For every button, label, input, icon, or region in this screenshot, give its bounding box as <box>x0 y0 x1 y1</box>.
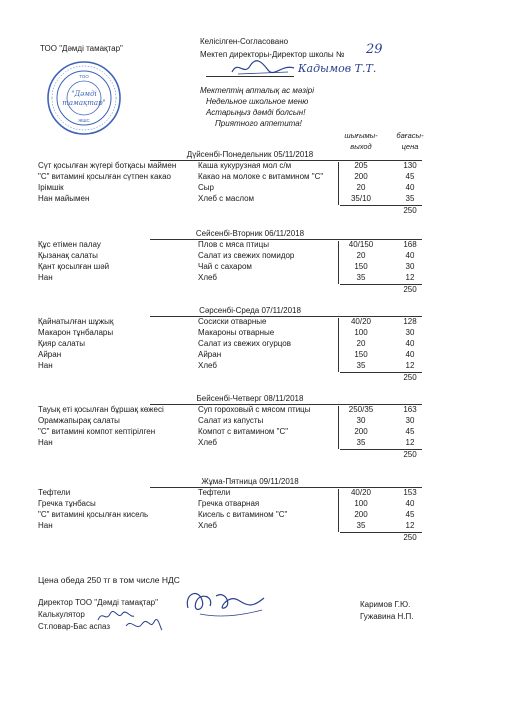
stamp-top-text: ТОО <box>79 74 89 79</box>
day-title: Дүйсенбі-Понедельник 05/11/2018 <box>186 150 314 159</box>
dish-price: 30 <box>405 328 415 337</box>
dish-name-kz: Қант қосылған шәй <box>38 262 110 271</box>
dish-price: 12 <box>405 438 415 447</box>
dish-output: 150 <box>354 262 368 271</box>
dish-name-kz: Нан <box>38 273 53 282</box>
dish-output: 100 <box>354 328 368 337</box>
dish-price: 45 <box>405 510 415 519</box>
dish-price: 153 <box>403 488 417 497</box>
dish-price: 12 <box>405 273 415 282</box>
dish-name-ru: Хлеб <box>198 521 217 530</box>
dish-output: 35 <box>356 438 366 447</box>
dish-price: 40 <box>405 339 415 348</box>
calculator-name: Гужавина Н.П. <box>360 612 414 621</box>
dish-price: 30 <box>405 262 415 271</box>
company-name: ТОО "Дәмді тамақтар" <box>40 44 123 53</box>
dish-output: 40/20 <box>350 488 372 497</box>
dish-name-ru: Сосиски отварные <box>198 317 267 326</box>
day-total: 250 <box>403 285 417 294</box>
dish-name-kz: Орамжапырақ салаты <box>38 416 120 425</box>
price-header-line1: бағасы- <box>396 131 424 140</box>
day-title: Бейсенбі-Четверг 08/11/2018 <box>196 394 304 403</box>
director-footer-label: Директор ТОО "Дәмді тамақтар" <box>38 598 158 607</box>
dish-name-ru: Салат из капусты <box>198 416 264 425</box>
signature-name: Кадымов Т.Т. <box>298 62 377 75</box>
dish-output: 100 <box>354 499 368 508</box>
day-total: 250 <box>403 450 417 459</box>
dish-name-ru: Хлеб <box>198 361 217 370</box>
agreed-label: Келісілген-Согласовано <box>200 37 289 46</box>
dish-price: 168 <box>403 240 417 249</box>
day-total: 250 <box>403 206 417 215</box>
column-divider <box>338 489 339 532</box>
dish-output: 250/35 <box>348 405 374 414</box>
dish-price: 30 <box>405 416 415 425</box>
dish-price: 45 <box>405 172 415 181</box>
dish-name-kz: "С" витамині қосылған кисель <box>38 510 149 519</box>
director-signature-icon <box>228 58 298 78</box>
intro-line3: Астарыңыз дәмді болсын! <box>206 108 306 117</box>
dish-name-kz: Құс етімен палау <box>38 240 101 249</box>
company-director-signature-icon <box>180 586 270 622</box>
dish-name-ru: Кисель с витамином "С" <box>198 510 288 519</box>
dish-price: 40 <box>405 183 415 192</box>
dish-output: 30 <box>356 416 366 425</box>
column-divider <box>338 162 339 205</box>
dish-name-ru: Салат из свежих помидор <box>198 251 295 260</box>
dish-output: 40/20 <box>350 317 372 326</box>
dish-name-kz: Ірімшік <box>38 183 64 192</box>
stamp-center-line1: "Дәмді <box>71 90 97 98</box>
dish-name-kz: Нан <box>38 361 53 370</box>
dish-name-kz: Қияр салаты <box>38 339 85 348</box>
intro-line2: Недельное школьное меню <box>206 97 309 106</box>
dish-price: 45 <box>405 427 415 436</box>
dish-output: 200 <box>354 510 368 519</box>
dish-name-ru: Сыр <box>198 183 214 192</box>
output-header-line1: шығымы- <box>344 131 378 140</box>
day-total: 250 <box>403 533 417 542</box>
price-header-line2: цена <box>401 142 419 151</box>
dish-name-ru: Айран <box>198 350 222 359</box>
dish-output: 35 <box>356 273 366 282</box>
dish-name-ru: Компот с витамином "С" <box>198 427 289 436</box>
cook-signature-icon <box>124 616 164 634</box>
dish-name-ru: Плов с мяса птицы <box>198 240 269 249</box>
dish-price: 12 <box>405 361 415 370</box>
intro-line4: Приятного аппетита! <box>215 119 302 128</box>
dish-name-ru: Хлеб с маслом <box>198 194 255 203</box>
dish-name-kz: Нан майымен <box>38 194 90 203</box>
dish-output: 20 <box>356 183 366 192</box>
company-stamp-icon <box>46 60 122 136</box>
day-title: Жұма-Пятница 09/11/2018 <box>201 477 299 486</box>
dish-output: 20 <box>356 339 366 348</box>
intro-line1: Мектептің апталық ас мәзірі <box>200 86 314 95</box>
cook-label: Ст.повар-Бас аспаз <box>38 622 111 631</box>
dish-name-kz: Нан <box>38 521 53 530</box>
stamp-bottom-text: ЖШС <box>78 118 90 123</box>
dish-price: 12 <box>405 521 415 530</box>
day-title: Сейсенбі-Вторник 06/11/2018 <box>195 229 305 238</box>
dish-name-kz: Қызанақ салаты <box>38 251 98 260</box>
dish-name-kz: Гречка тұнбасы <box>38 499 96 508</box>
school-number: 29 <box>366 42 383 57</box>
calculator-label: Калькулятор <box>38 610 85 619</box>
dish-output: 205 <box>354 161 368 170</box>
director-label: Мектеп директоры-Директор школы № <box>200 50 345 59</box>
dish-price: 40 <box>405 251 415 260</box>
dish-name-kz: Сүт қосылған жүгері ботқасы маймен <box>38 161 177 170</box>
dish-name-ru: Каша кукурузная мол с/м <box>198 161 292 170</box>
dish-output: 200 <box>354 172 368 181</box>
dish-output: 40/150 <box>348 240 374 249</box>
dish-price: 163 <box>403 405 417 414</box>
dish-price: 130 <box>403 161 417 170</box>
dish-name-ru: Хлеб <box>198 438 217 447</box>
output-header-line2: выход <box>350 142 372 151</box>
day-title: Сәрсенбі-Среда 07/11/2018 <box>199 306 301 315</box>
dish-name-kz: Айран <box>38 350 62 359</box>
dish-name-kz: "С" витамині компот кептірілген <box>38 427 156 436</box>
column-divider <box>338 318 339 372</box>
dish-name-ru: Какао на молоке с витамином "С" <box>198 172 324 181</box>
day-total: 250 <box>403 373 417 382</box>
dish-name-kz: Макарон тұнбалары <box>38 328 114 337</box>
dish-price: 40 <box>405 350 415 359</box>
dish-output: 200 <box>354 427 368 436</box>
dish-name-kz: Тауық еті қосылған бұршақ көжесі <box>38 405 164 414</box>
dish-name-ru: Хлеб <box>198 273 217 282</box>
dish-name-kz: Нан <box>38 438 53 447</box>
dish-name-ru: Чай с сахаром <box>198 262 252 271</box>
dish-output: 150 <box>354 350 368 359</box>
dish-price: 128 <box>403 317 417 326</box>
dish-name-kz: Тефтели <box>38 488 71 497</box>
dish-output: 35 <box>356 361 366 370</box>
dish-name-ru: Суп гороховый с мясом птицы <box>198 405 311 414</box>
director-name: Каримов Г.Ю. <box>360 600 411 609</box>
dish-name-ru: Салат из свежих огурцов <box>198 339 291 348</box>
dish-name-ru: Тефтели <box>198 488 231 497</box>
stamp-center-line2: тамақтар" <box>62 99 106 107</box>
column-divider <box>338 241 339 284</box>
dish-output: 20 <box>356 251 366 260</box>
dish-name-kz: "С" витамині қосылған сүтпен какао <box>38 172 171 181</box>
price-note: Цена обеда 250 тг в том числе НДС <box>38 575 180 585</box>
dish-name-kz: Қайнатылған шұжық <box>38 317 114 326</box>
dish-output: 35 <box>356 521 366 530</box>
dish-name-ru: Гречка отварная <box>198 499 260 508</box>
dish-name-ru: Макароны отварные <box>198 328 275 337</box>
column-divider <box>338 406 339 449</box>
dish-price: 35 <box>405 194 415 203</box>
dish-output: 35/10 <box>350 194 372 203</box>
dish-price: 40 <box>405 499 415 508</box>
